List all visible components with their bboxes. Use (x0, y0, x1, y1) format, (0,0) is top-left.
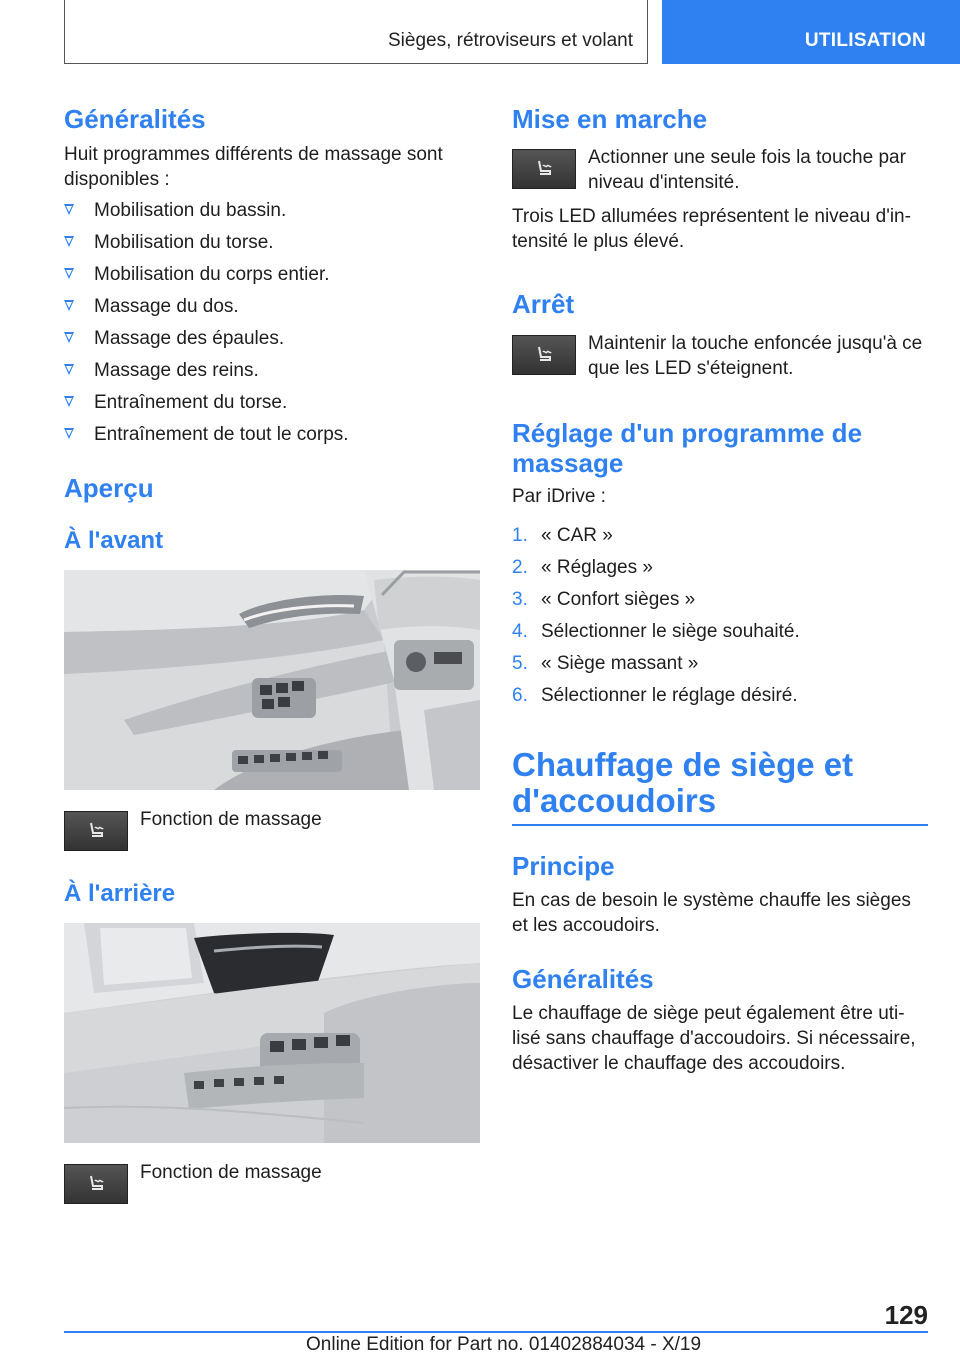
heading-generalites: Généralités (64, 104, 206, 134)
heading-avant: À l'avant (64, 527, 164, 554)
massage-key-icon (512, 335, 576, 375)
page-number: 129 (884, 1300, 928, 1330)
front-door-illustration (64, 570, 480, 790)
heading-apercu: Aperçu (64, 473, 154, 503)
triangle-bullet-icon (64, 236, 74, 247)
heading-principe: Principe (512, 851, 615, 881)
triangle-bullet-icon (64, 268, 74, 279)
leds-paragraph: Trois LED allumées représentent le niveau d'in‐ tensité le plus élevé. (512, 206, 911, 252)
triangle-bullet-icon (64, 332, 74, 343)
mise-en-marche-text: Actionner une seule fois la touche par niveau d'intensité. (588, 147, 906, 193)
triangle-bullet-icon (64, 396, 74, 407)
header-chapter-label: UTILISATION (804, 30, 926, 51)
massage-key-icon (512, 149, 576, 189)
footer-edition: Online Edition for Part no. 01402884034 - X/19 (306, 1334, 702, 1355)
massage-seat-icon (87, 1174, 107, 1196)
rear-door-illustration (64, 923, 480, 1143)
header-section-title: Sièges, rétroviseurs et volant (387, 30, 633, 51)
heading-mise-en-marche: Mise en marche (512, 104, 708, 134)
triangle-bullet-icon (64, 428, 74, 439)
footer-divider (64, 1331, 928, 1333)
triangle-bullet-icon (64, 204, 74, 215)
section-divider (512, 824, 928, 826)
front-door-photo (64, 570, 480, 790)
arret-text: Maintenir la touche enfoncée jusqu'à ce que les LED s'éteignent. (588, 333, 923, 379)
par-idrive: Par iDrive : (512, 486, 606, 507)
heading-arriere: À l'arrière (64, 880, 176, 907)
heading-reglage: Réglage d'un programme de massage (512, 418, 863, 478)
massage-seat-icon (535, 159, 555, 181)
heading-generalites-chauffage: Généralités (512, 964, 654, 994)
heading-arret: Arrêt (512, 289, 575, 319)
triangle-bullet-icon (64, 364, 74, 375)
generalites-chauffage-paragraph: Le chauffage de siège peut également être uti‐ lisé sans chauffage d'accoudoirs. Si nécessaire, désactiver le chauffage des accoudoirs. (512, 1003, 916, 1074)
heading-chauffage: Chauffage de siège et d'accoudoirs (512, 746, 854, 819)
massage-key-icon (64, 1164, 128, 1204)
intro-paragraph: Huit programmes différents de massage sont disponibles : (64, 144, 443, 190)
massage-seat-icon (87, 821, 107, 843)
massage-seat-icon (535, 345, 555, 367)
massage-key-icon (64, 811, 128, 851)
triangle-bullet-icon (64, 300, 74, 311)
rear-caption: Fonction de massage (140, 1162, 322, 1183)
principe-paragraph: En cas de besoin le système chauffe les sièges et les accoudoirs. (512, 890, 911, 936)
header-chapter-tab[interactable] (662, 0, 960, 64)
rear-door-photo (64, 923, 480, 1143)
front-caption: Fonction de massage (140, 809, 322, 830)
header-section-box (64, 0, 648, 64)
